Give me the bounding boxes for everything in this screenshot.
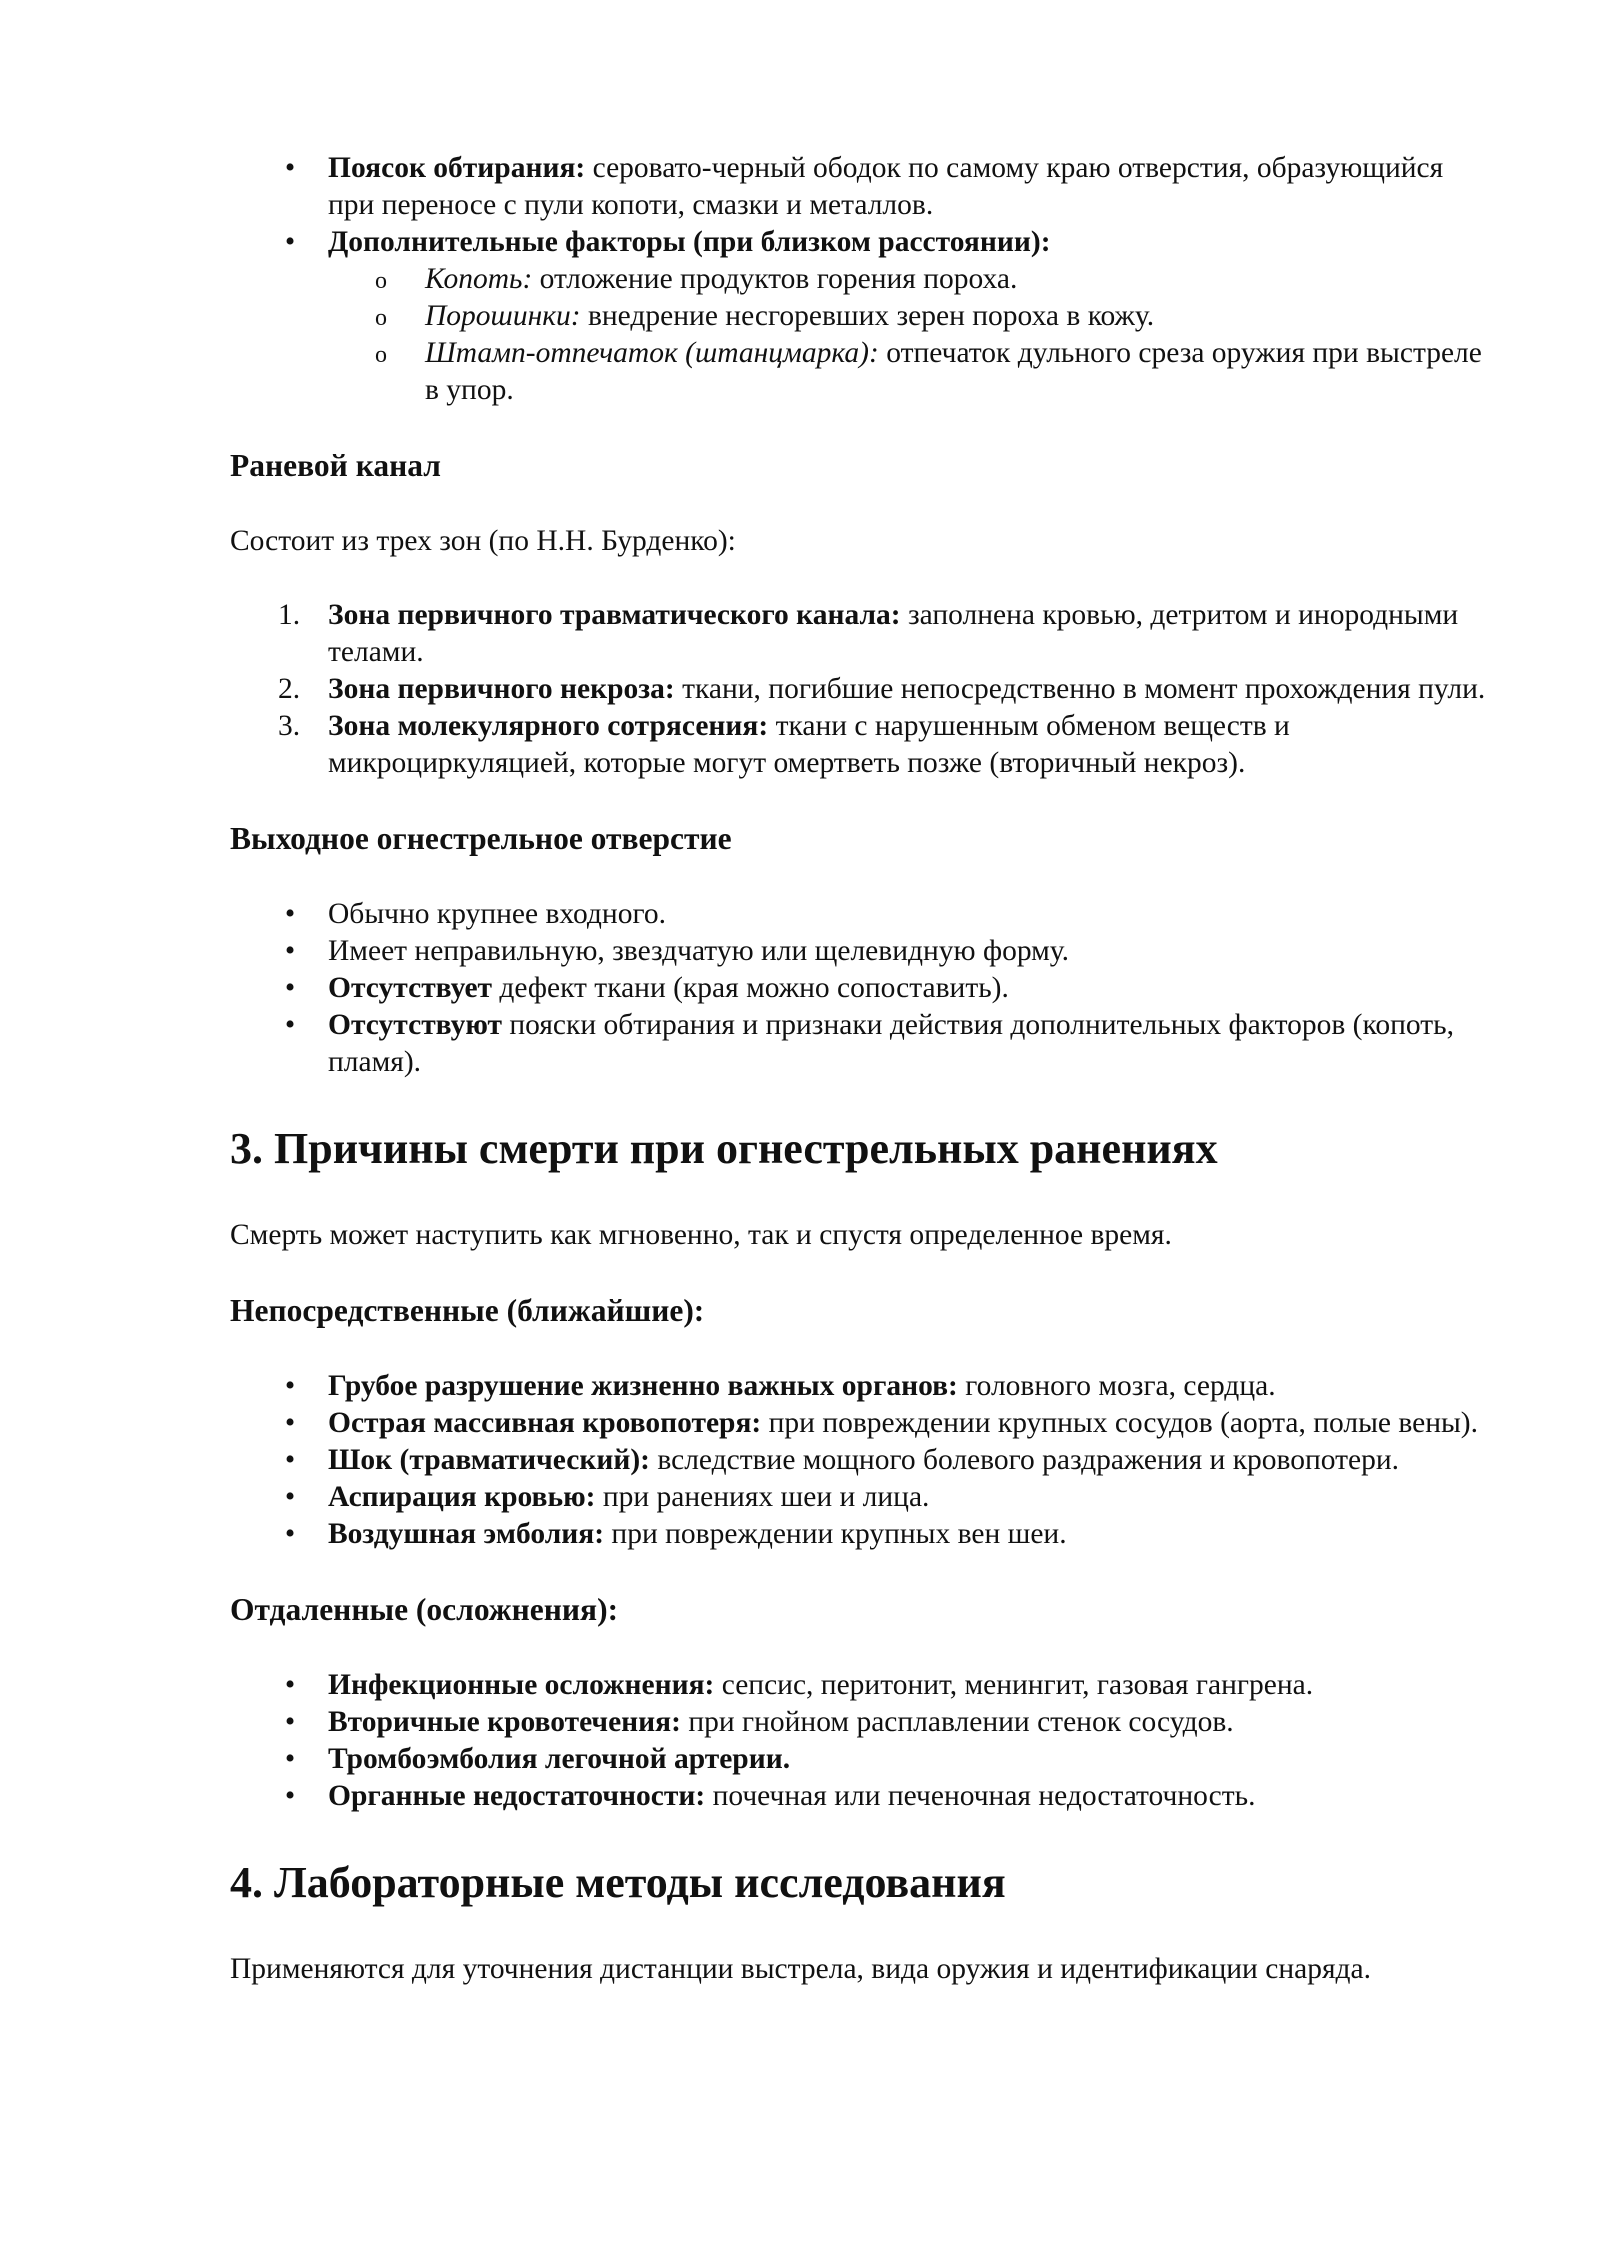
bullet-icon: • xyxy=(284,226,296,258)
item-text: пояски обтирания и признаки действия дополнительных факторов (копоть, пламя). xyxy=(328,1009,1454,1078)
item-term: Порошинки: xyxy=(425,300,581,332)
sub-list-item xyxy=(230,298,1490,335)
item-term: Инфекционные осложнения: xyxy=(328,1669,715,1701)
bullet-icon: • xyxy=(284,1743,296,1775)
list-item xyxy=(230,597,1490,671)
bullet-icon: • xyxy=(284,1780,296,1812)
sub-list-item xyxy=(230,261,1490,298)
item-text: заполнена кровью, детритом и инородными телами. xyxy=(328,599,1459,668)
item-term: Вторичные кровотечения: xyxy=(328,1706,681,1738)
item-text: отпечаток дульного среза оружия при выстреле в упор. xyxy=(425,337,1482,406)
list-item xyxy=(230,970,1490,1007)
entry-wound-list xyxy=(230,150,1490,261)
bullet-icon: • xyxy=(284,1407,296,1439)
item-text: при повреждении крупных вен шеи. xyxy=(604,1518,1067,1550)
item-text: вследствие мощного болевого раздражения и кровопотери. xyxy=(649,1444,1400,1476)
additional-factors-list xyxy=(230,261,1490,409)
item-text: при повреждении крупных сосудов (аорта, полые вены). xyxy=(761,1407,1479,1439)
bullet-icon: • xyxy=(284,152,296,184)
list-item xyxy=(230,1007,1490,1081)
bullet-icon: • xyxy=(284,1370,296,1402)
item-term: Отсутствуют xyxy=(328,1009,503,1041)
exit-wound-list xyxy=(230,896,1490,1081)
item-term: Штамп-отпечаток (штанцмарка): xyxy=(425,337,879,369)
item-text: Имеет неправильную, звездчатую или щелевидную форму. xyxy=(328,935,1069,967)
paragraph: Смерть может наступить как мгновенно, так и спустя определенное время. xyxy=(230,1219,1172,1251)
list-item xyxy=(230,224,1490,261)
item-term: Шок (травматический): xyxy=(328,1444,650,1476)
item-number: 1. xyxy=(278,599,301,631)
item-text: внедрение несгоревших зерен пороха в кожу. xyxy=(580,300,1155,332)
bullet-icon: • xyxy=(284,1518,296,1550)
item-text: головного мозга, сердца. xyxy=(957,1370,1276,1402)
list-item xyxy=(230,1704,1490,1741)
item-term: Воздушная эмболия: xyxy=(328,1518,605,1550)
list-item xyxy=(230,1479,1490,1516)
item-term: Поясок обтирания: xyxy=(328,152,586,184)
item-term: Острая массивная кровопотеря: xyxy=(328,1407,762,1439)
sub-list-item xyxy=(230,335,1490,409)
remote-causes-list xyxy=(230,1667,1490,1815)
bullet-icon: • xyxy=(284,1009,296,1041)
immediate-causes-list xyxy=(230,1368,1490,1553)
section-heading: Раневой канал xyxy=(230,448,441,483)
item-number: 2. xyxy=(278,673,301,705)
bullet-icon: • xyxy=(284,898,296,930)
list-item xyxy=(230,1405,1490,1442)
item-term: Зона первичного травматического канала: xyxy=(328,599,901,631)
list-item xyxy=(230,708,1490,782)
item-text: сепсис, перитонит, менингит, газовая гангрена. xyxy=(714,1669,1314,1701)
item-term: Зона первичного некроза: xyxy=(328,673,675,705)
bullet-icon: • xyxy=(284,935,296,967)
paragraph: Состоит из трех зон (по Н.Н. Бурденко): xyxy=(230,525,736,557)
list-item xyxy=(230,150,1490,224)
item-text: дефект ткани (края можно сопоставить). xyxy=(492,972,1009,1004)
section-heading: Отдаленные (осложнения): xyxy=(230,1592,619,1627)
item-text: почечная или печеночная недостаточность. xyxy=(705,1780,1256,1812)
list-item xyxy=(230,1368,1490,1405)
list-item xyxy=(230,933,1490,970)
document-content xyxy=(230,150,1490,1988)
bullet-icon: • xyxy=(284,1706,296,1738)
item-text: при ранениях шеи и лица. xyxy=(595,1481,930,1513)
bullet-icon: • xyxy=(284,1481,296,1513)
list-item xyxy=(230,1778,1490,1815)
item-term: Зона молекулярного сотрясения: xyxy=(328,710,769,742)
item-text: ткани, погибшие непосредственно в момент прохождения пули. xyxy=(674,673,1486,705)
item-term: Органные недостаточности: xyxy=(328,1780,706,1812)
item-term: Копоть: xyxy=(425,263,533,295)
bullet-icon: • xyxy=(284,1444,296,1476)
item-text: отложение продуктов горения пороха. xyxy=(532,263,1018,295)
item-term: Дополнительные факторы (при близком расстоянии): xyxy=(328,226,1051,258)
list-item xyxy=(230,1442,1490,1479)
circle-bullet-icon: o xyxy=(375,342,387,368)
item-term: Отсутствует xyxy=(328,972,493,1004)
chapter-heading: 4. Лабораторные методы исследования xyxy=(230,1858,1006,1907)
item-term: Аспирация кровью: xyxy=(328,1481,596,1513)
item-term: Тромбоэмболия легочной артерии. xyxy=(328,1743,791,1775)
list-item xyxy=(230,1741,1490,1778)
chapter-heading: 3. Причины смерти при огнестрельных ранениях xyxy=(230,1124,1218,1173)
list-item xyxy=(230,1516,1490,1553)
item-text: ткани с нарушенным обменом веществ и микроциркуляцией, которые могут омертветь позже (вторичный некроз). xyxy=(328,710,1290,779)
item-number: 3. xyxy=(278,710,301,742)
item-term: Грубое разрушение жизненно важных органов: xyxy=(328,1370,958,1402)
circle-bullet-icon: o xyxy=(375,305,387,331)
circle-bullet-icon: o xyxy=(375,268,387,294)
paragraph: Применяются для уточнения дистанции выстрела, вида оружия и идентификации снаряда. xyxy=(230,1953,1371,1985)
list-item xyxy=(230,1667,1490,1704)
item-text: при гнойном расплавлении стенок сосудов. xyxy=(680,1706,1234,1738)
bullet-icon: • xyxy=(284,972,296,1004)
list-item xyxy=(230,896,1490,933)
section-heading: Выходное огнестрельное отверстие xyxy=(230,821,732,856)
item-text: Обычно крупнее входного. xyxy=(328,898,666,930)
section-heading: Непосредственные (ближайшие): xyxy=(230,1293,705,1328)
list-item xyxy=(230,671,1490,708)
bullet-icon: • xyxy=(284,1669,296,1701)
wound-channel-zones-list xyxy=(230,597,1490,782)
item-text: серовато-черный ободок по самому краю отверстия, образующийся при переносе с пули копоти, смазки и металлов. xyxy=(328,152,1444,221)
